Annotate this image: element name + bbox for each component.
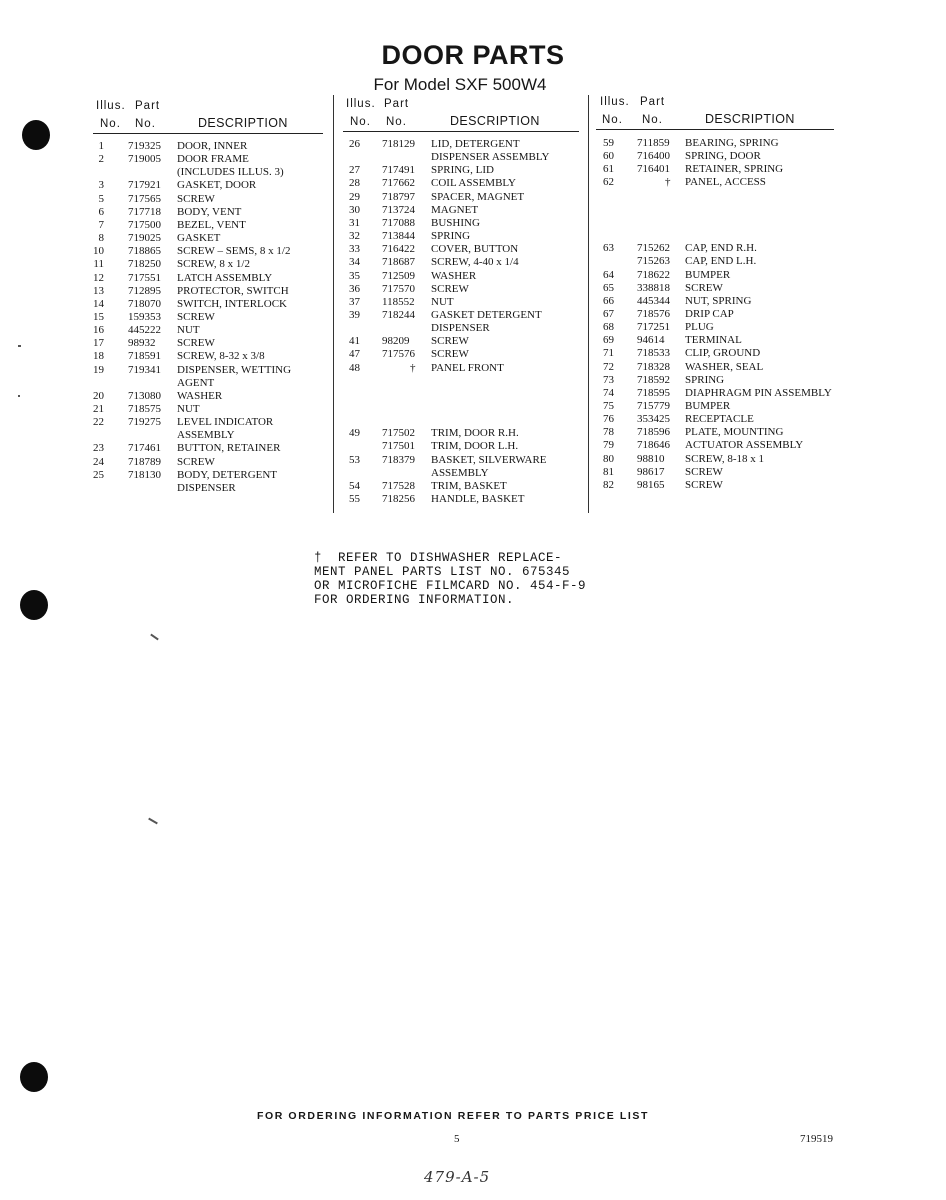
part-number: 717921 [128,179,161,192]
illus-number: 28 [349,177,360,190]
illus-number: 24 [93,455,104,468]
illus-number: 2 [98,153,104,166]
illus-number: 73 [603,373,614,386]
part-number: 715263 [637,255,670,268]
part-description: TRIM, DOOR R.H. [431,427,519,440]
illus-number: 23 [93,442,104,455]
column-divider-1 [333,95,334,513]
part-number: 712895 [128,284,161,297]
illus-no-header: No. [350,116,371,128]
part-number: 717528 [382,479,415,492]
part-description: CAP, END R.H. [685,242,757,255]
part-number: 718250 [128,258,161,271]
illus-number: 47 [349,348,360,361]
part-number: 718129 [382,138,415,150]
part-number: 717576 [382,348,415,361]
part-description: BUSHING [431,216,480,229]
illus-number: 37 [349,295,360,308]
part-description: SCREW [685,478,723,491]
illus-number: 30 [349,203,360,216]
part-description: SCREW [177,337,215,350]
part-number: 719005 [128,153,161,166]
part-number: 98810 [637,452,665,465]
part-description: ACTUATOR ASSEMBLY [685,439,804,452]
part-description: SCREW [177,310,215,323]
part-number: 94614 [637,334,665,347]
part-number: 718646 [637,439,670,452]
illus-number: 39 [349,308,360,321]
part-description: DOOR, INNER [177,140,248,152]
illus-number: 21 [93,403,104,415]
part-description: DIAPHRAGM PIN ASSEMBLY [685,386,832,399]
part-number: 717570 [382,282,415,295]
illus-number: 15 [93,310,104,323]
illus-number: 74 [603,386,614,399]
illus-number: 7 [98,218,104,231]
illus-number: 33 [349,243,360,256]
illus-number: 60 [603,150,614,163]
illus-number: 49 [349,427,360,440]
part-number: 713844 [382,230,415,243]
illus-number: 76 [603,413,614,426]
part-number: 716401 [637,163,670,176]
illus-no-header: No. [602,114,623,126]
part-description: CLIP, GROUND [685,347,761,360]
part-header-top: Part [384,98,410,110]
part-number: 719025 [128,232,161,245]
illus-number: 64 [603,268,614,281]
part-description: PLATE, MOUNTING [685,426,784,439]
part-description: WASHER, SEAL [685,360,764,373]
part-description: PANEL FRONT [431,361,504,374]
illus-number: 11 [93,258,104,271]
part-number: 718576 [637,307,670,320]
part-number: 353425 [637,413,670,426]
illus-number: 65 [603,281,614,294]
part-description: RETAINER, SPRING [685,163,784,176]
part-number: 445344 [637,294,670,307]
part-number: 98932 [128,337,156,350]
part-number: 717251 [637,321,670,334]
part-number: 718797 [382,190,415,203]
illus-number: 17 [93,337,104,350]
part-description: GASKET DETERGENT [431,308,542,321]
part-number: 98209 [382,335,410,348]
description-header: DESCRIPTION [450,114,540,128]
part-description: TRIM, BASKET [431,479,507,492]
illus-number: 20 [93,389,104,402]
illus-number: 19 [93,363,104,376]
part-description: SPRING [685,373,725,386]
part-description: MAGNET [431,203,479,216]
part-description: GASKET [177,232,221,245]
part-description: PROTECTOR, SWITCH [177,284,289,297]
footnote-line-2: MENT PANEL PARTS LIST NO. 675345 [314,565,571,579]
part-description: BASKET, SILVERWARE [431,453,547,466]
part-description: ASSEMBLY [177,429,235,442]
illus-number: 12 [93,271,104,284]
illus-header-top: Illus. [96,100,126,112]
illus-number: 1 [98,140,104,152]
illus-number: 63 [603,242,614,255]
part-number: 717461 [128,442,161,455]
part-description: WASHER [431,269,477,282]
part-number: 445222 [128,324,161,337]
illus-number: 3 [98,179,104,192]
part-description: SPRING [431,230,471,243]
part-number: 717491 [382,164,415,177]
footnote-line-1: † REFER TO DISHWASHER REPLACE- [314,551,563,565]
part-number: 718789 [128,455,161,468]
part-description: AGENT [177,376,215,389]
part-number: 718244 [382,308,415,321]
part-description: NUT, SPRING [685,294,752,307]
part-description: DISPENSER [177,481,236,494]
part-description: DISPENSER [431,322,490,335]
part-description: TRIM, DOOR L.H. [431,440,519,453]
part-number: 711859 [637,137,670,149]
page-title: DOOR PARTS [381,40,565,70]
part-description: SWITCH, INTERLOCK [177,297,287,310]
part-description: SCREW [685,281,723,294]
part-description: DRIP CAP [685,307,734,320]
description-header: DESCRIPTION [705,112,795,126]
illus-number: 10 [93,245,104,258]
part-number: 715262 [637,242,670,255]
illus-number: 71 [603,347,614,360]
illus-number: 48 [349,361,360,374]
part-description: (INCLUDES ILLUS. 3) [177,166,284,179]
footnote-line-4: FOR ORDERING INFORMATION. [314,593,515,607]
part-number: 718575 [128,403,161,415]
header-rule [93,133,323,134]
part-no-header: No. [386,116,407,128]
part-description: SCREW [177,192,215,205]
illus-number: 26 [349,138,360,150]
illus-number: 55 [349,493,360,506]
part-description: BEZEL, VENT [177,218,246,231]
illus-number: 31 [349,216,360,229]
part-number: 719275 [128,416,161,429]
illus-number: 22 [93,416,104,429]
illus-no-header: No. [100,118,121,130]
illus-number: 69 [603,334,614,347]
header-rule [596,129,834,130]
part-number: 718130 [128,468,161,481]
part-number: 718596 [637,426,670,439]
description-header: DESCRIPTION [198,116,288,130]
header-rule [343,131,579,132]
part-description: DISPENSER, WETTING [177,363,292,376]
part-description: SPRING, LID [431,164,494,177]
part-description: SPACER, MAGNET [431,190,525,203]
illus-number: 6 [98,205,104,218]
illus-number: 34 [349,256,360,269]
illus-number: 16 [93,324,104,337]
illus-number: 68 [603,321,614,334]
model-subtitle: For Model SXF 500W4 [373,75,547,94]
part-description: DOOR FRAME [177,153,249,166]
part-number: 718070 [128,297,161,310]
part-number: 719341 [128,363,161,376]
part-description: COVER, BUTTON [431,243,519,256]
part-description: ASSEMBLY [431,466,489,479]
part-number: 717565 [128,192,161,205]
part-number: 717500 [128,218,161,231]
part-number: 717502 [382,427,415,440]
part-description: LEVEL INDICATOR [177,416,274,429]
part-description: GASKET, DOOR [177,179,257,192]
binder-hole-middle [20,590,48,620]
footnote-line-3: OR MICROFICHE FILMCARD NO. 454-F-9 [314,579,587,593]
part-description: SCREW, 8 x 1/2 [177,258,250,271]
part-description: SCREW – SEMS, 8 x 1/2 [177,245,291,258]
illus-number: 41 [349,335,360,348]
part-number: 718865 [128,245,161,258]
part-description: NUT [431,295,454,308]
part-number: 718256 [382,493,415,506]
illus-number: 32 [349,230,360,243]
part-no-header: No. [642,114,663,126]
part-no-header: No. [135,118,156,130]
illus-header-top: Illus. [600,96,630,108]
illus-number: 53 [349,453,360,466]
part-number: 717088 [382,216,415,229]
ordering-note: FOR ORDERING INFORMATION REFER TO PARTS PRICE LIST [256,1110,650,1122]
part-number: 98165 [637,478,665,491]
part-number: 716422 [382,243,415,256]
part-description: SCREW [431,282,469,295]
scan-mark [150,634,159,641]
illus-number: 82 [603,478,614,491]
part-description: HANDLE, BASKET [431,493,525,506]
part-number: 713080 [128,389,161,402]
part-description: SCREW, 8-32 x 3/8 [177,350,265,363]
illus-number: 61 [603,163,614,176]
illus-number: 35 [349,269,360,282]
part-description: DISPENSER ASSEMBLY [431,151,550,164]
part-description: BUMPER [685,400,731,412]
part-number: 98617 [637,465,665,478]
part-description: SCREW [177,455,215,468]
part-number: 717662 [382,177,415,190]
scan-mark [148,818,158,825]
part-number: 718687 [382,256,415,269]
illus-number: 72 [603,360,614,373]
illus-number: 5 [98,192,104,205]
part-number: 712509 [382,269,415,282]
part-description: BUTTON, RETAINER [177,442,281,455]
part-number: 718595 [637,386,670,399]
part-description: LID, DETERGENT [431,138,520,150]
part-number: 717501 [382,440,415,453]
illus-number: 54 [349,479,360,492]
binder-hole-bottom [20,1062,48,1092]
illus-number: 62 [603,176,614,189]
page-number: 5 [454,1133,460,1145]
part-description: BODY, VENT [177,205,242,218]
part-number: 718379 [382,453,415,466]
part-number: 716400 [637,150,670,163]
illus-number: 29 [349,190,360,203]
part-number: † [665,176,671,189]
part-number: 718328 [637,360,670,373]
part-number: 717551 [128,271,161,284]
part-number: 715779 [637,400,670,412]
part-number: 718622 [637,268,670,281]
illus-number: 78 [603,426,614,439]
part-number: † [410,361,416,374]
binder-hole-top [22,120,50,150]
part-description: WASHER [177,389,223,402]
illus-number: 79 [603,439,614,452]
part-number: 338818 [637,281,670,294]
part-description: NUT [177,403,200,415]
illus-number: 67 [603,307,614,320]
part-description: SCREW, 4-40 x 1/4 [431,256,519,269]
part-description: SCREW [431,348,469,361]
part-description: SCREW [431,335,469,348]
illus-number: 59 [603,137,614,149]
illus-number: 25 [93,468,104,481]
part-description: PANEL, ACCESS [685,176,766,189]
illus-number: 27 [349,164,360,177]
scan-mark [18,395,20,397]
handwritten-code: 479-A-5 [424,1168,491,1186]
part-header-top: Part [135,100,161,112]
part-description: BODY, DETERGENT [177,468,278,481]
part-description: TERMINAL [685,334,742,347]
document-number: 719519 [800,1133,833,1145]
part-number: 718592 [637,373,670,386]
illus-number: 75 [603,400,614,412]
part-number: 717718 [128,205,161,218]
illus-header-top: Illus. [346,98,376,110]
illus-number: 36 [349,282,360,295]
part-description: CAP, END L.H. [685,255,757,268]
illus-number: 14 [93,297,104,310]
part-description: BUMPER [685,268,731,281]
part-description: LATCH ASSEMBLY [177,271,273,284]
illus-number: 18 [93,350,104,363]
part-number: 713724 [382,203,415,216]
part-number: 118552 [382,295,415,308]
part-description: SCREW, 8-18 x 1 [685,452,765,465]
part-description: BEARING, SPRING [685,137,779,149]
part-header-top: Part [640,96,666,108]
part-description: NUT [177,324,200,337]
part-number: 718591 [128,350,161,363]
scan-mark [18,345,21,347]
illus-number: 66 [603,294,614,307]
part-description: RECEPTACLE [685,413,754,426]
footnote [314,551,586,607]
part-number: 159353 [128,310,161,323]
part-description: PLUG [685,321,714,334]
part-description: COIL ASSEMBLY [431,177,516,190]
part-description: SPRING, DOOR [685,150,761,163]
part-number: 719325 [128,140,161,152]
column-divider-2 [588,95,589,513]
illus-number: 13 [93,284,104,297]
illus-number: 80 [603,452,614,465]
part-number: 718533 [637,347,670,360]
illus-number: 8 [98,232,104,245]
part-description: SCREW [685,465,723,478]
illus-number: 81 [603,465,614,478]
